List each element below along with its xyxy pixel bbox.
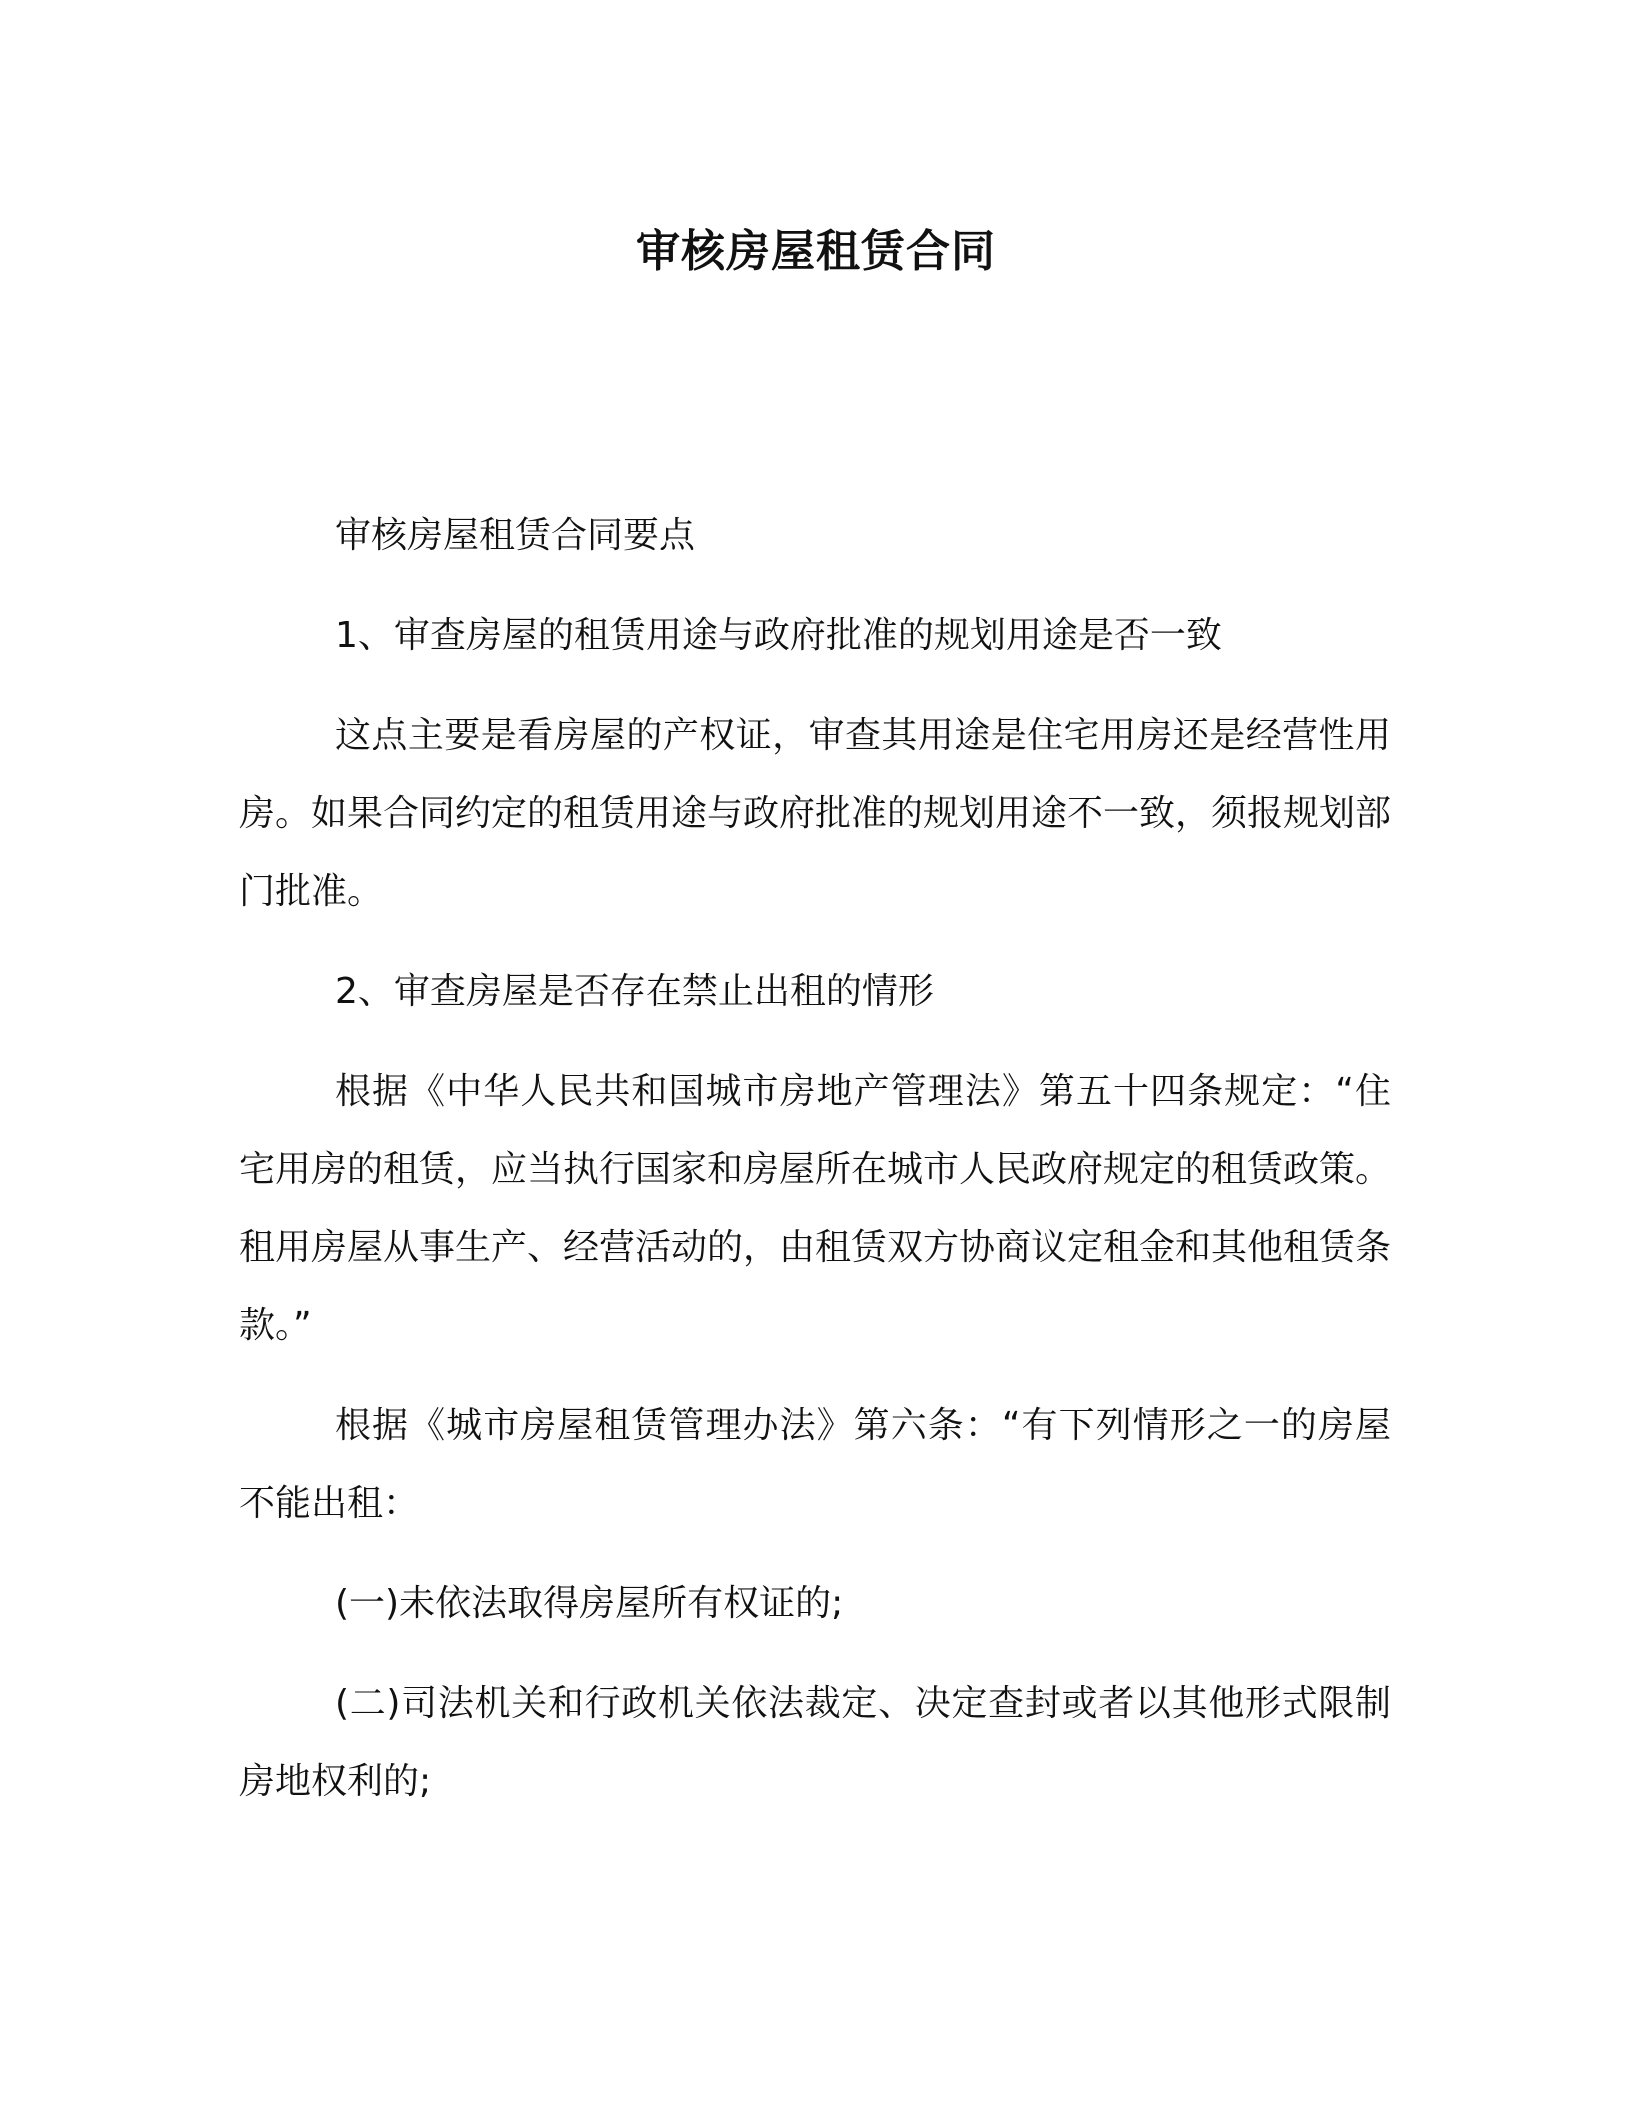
paragraph-point-1-body: 这点主要是看房屋的产权证，审查其用途是住宅用房还是经营性用房。如果合同约定的租赁用途与政府批准的规划用途不一致，须报规划部门批准。 [239,715,1392,912]
paragraph-key-points-heading: 审核房屋租赁合同要点 [335,515,696,556]
paragraph-point-2-heading: 2、审查房屋是否存在禁止出租的情形 [335,971,934,1012]
paragraph-regulation-article-6: 根据《城市房屋租赁管理办法》第六条：“有下列情形之一的房屋不能出租： [239,1405,1391,1524]
document-title: 审核房屋租赁合同 [636,226,996,277]
paragraph-point-1-heading: 1、审查房屋的租赁用途与政府批准的规划用途是否一致 [335,615,1222,656]
paragraph-item-2: (二)司法机关和行政机关依法裁定、决定查封或者以其他形式限制房地权利的; [239,1683,1391,1802]
paragraph-item-1: (一)未依法取得房屋所有权证的; [335,1583,844,1624]
document-body [239,497,1391,1843]
paragraph-law-article-54: 根据《中华人民共和国城市房地产管理法》第五十四条规定：“住宅用房的租赁，应当执行国家和房屋所在城市人民政府规定的租赁政策。租用房屋从事生产、经营活动的，由租赁双方协商议定租金和其他租赁条款。” [239,1071,1392,1346]
